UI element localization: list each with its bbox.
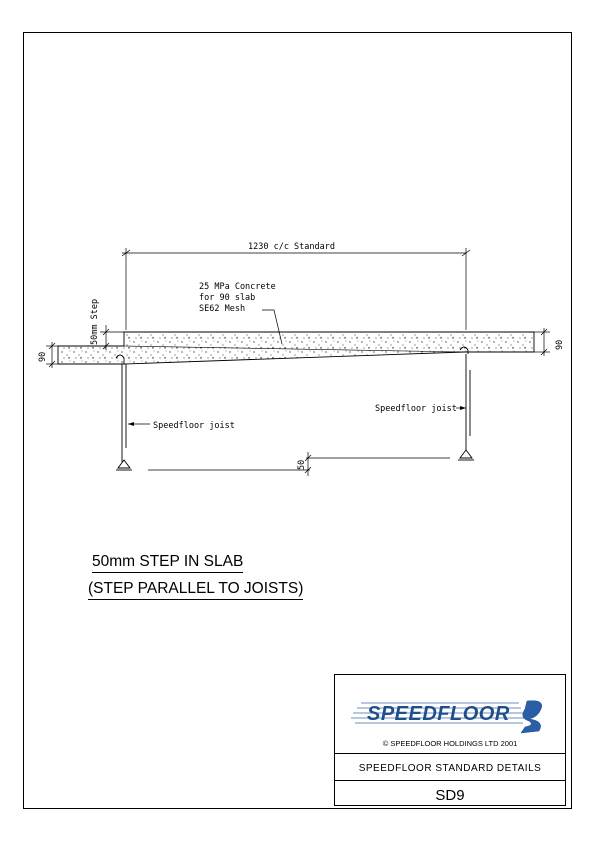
- step-label: 50mm Step: [90, 298, 100, 345]
- slab-lower-left: [58, 332, 534, 364]
- span-dimension: [122, 248, 470, 330]
- title-block-divider-1: [335, 753, 565, 754]
- span-label: 1230 c/c Standard: [248, 242, 335, 252]
- logo-text: SPEEDFLOOR: [367, 703, 510, 725]
- joist-right-label: Speedfloor joist: [375, 404, 457, 414]
- right-joist: [458, 347, 474, 460]
- drawing-title-line-1: 50mm STEP IN SLAB: [92, 553, 243, 573]
- concrete-note-line-3: SE62 Mesh: [199, 304, 246, 314]
- title-block-divider-2: [335, 780, 565, 781]
- concrete-note-line-2: for 90 slab: [199, 293, 256, 303]
- drawing-code: SD9: [435, 787, 465, 804]
- joist-left-label: Speedfloor joist: [153, 421, 235, 431]
- drawing-title-line-2: (STEP PARALLEL TO JOISTS): [88, 580, 303, 600]
- series-title: SPEEDFLOOR STANDARD DETAILS: [358, 763, 542, 774]
- left-slab-label: 90: [38, 351, 48, 362]
- left-joist: [116, 355, 132, 470]
- title-block: [334, 674, 566, 806]
- concrete-note-line-1: 25 MPa Concrete: [199, 282, 276, 292]
- right-slab-dimension: [534, 328, 550, 356]
- bottom-step-label: 50: [297, 459, 307, 470]
- copyright: © SPEEDFLOOR HOLDINGS LTD 2001: [382, 739, 518, 748]
- right-slab-label: 90: [555, 339, 565, 350]
